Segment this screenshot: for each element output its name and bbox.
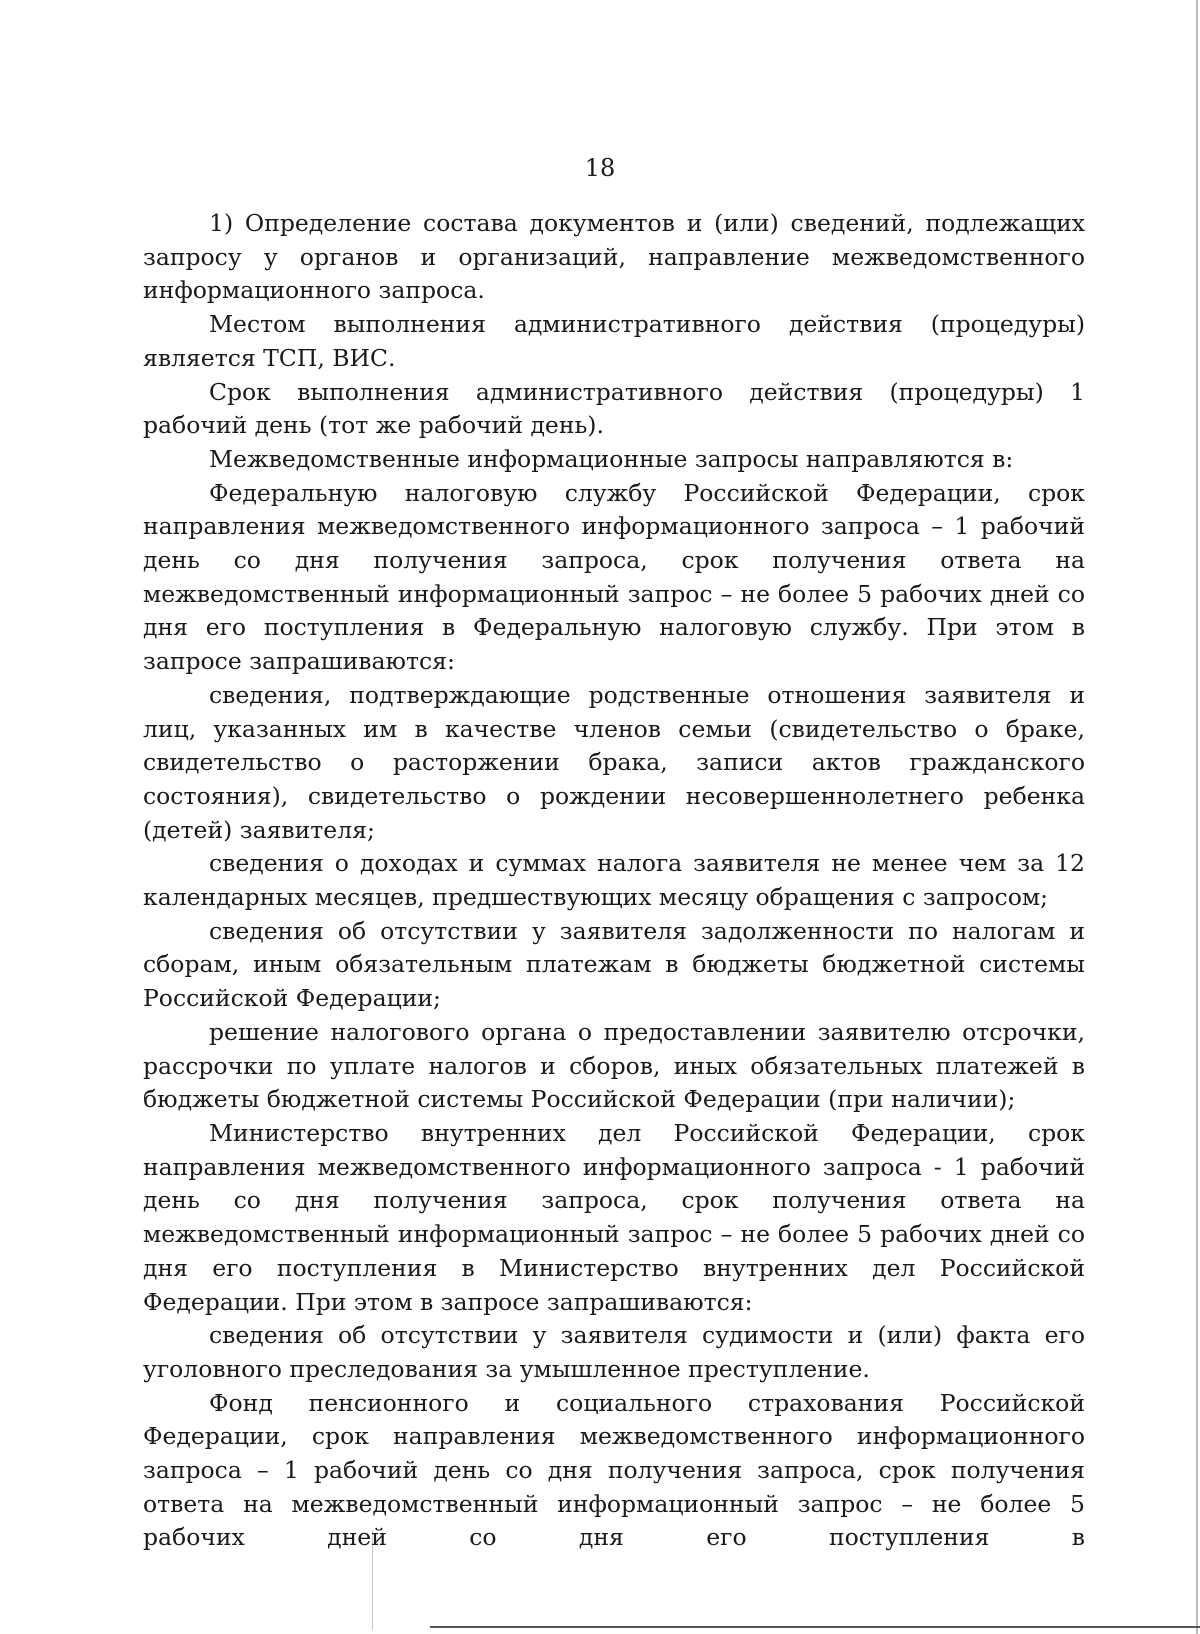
paragraph-2: Местом выполнения административного действия (процедуры) является ТСП, ВИС.	[143, 310, 1085, 372]
document-body	[143, 207, 1085, 1555]
paragraph-8: сведения об отсутствии у заявителя задолженности по налогам и сборам, иным обязательным платежам в бюджеты бюджетной системы Российской Федерации;	[143, 916, 1085, 1013]
paragraph-1: 1) Определение состава документов и (или) сведений, подлежащих запросу у органов и организаций, направление межведомственного информационного запроса.	[143, 209, 1085, 305]
paragraph-12: Фонд пенсионного и социального страхования Российской Федерации, срок направления межведомственного информационного запроса – 1 рабочий день со дня получения запроса, срок получения ответа на межведомственный информационный запрос – не более 5 рабочих дней со дня его поступления в	[143, 1388, 1085, 1552]
paragraph-3: Срок выполнения административного действия (процедуры) 1 рабочий день (тот же рабочий день).	[143, 377, 1085, 440]
paragraph-9: решение налогового органа о предоставлении заявителю отсрочки, рассрочки по уплате налогов и сборов, иных обязательных платежей в бюджеты бюджетной системы Российской Федерации (при наличии);	[143, 1017, 1085, 1114]
page-number: 18	[584, 154, 616, 182]
paragraph-4: Межведомственные информационные запросы направляются в:	[209, 444, 1014, 473]
paragraph-7: сведения о доходах и суммах налога заявителя не менее чем за 12 календарных месяцев, предшествующих месяцу обращения с запросом;	[143, 849, 1085, 912]
paragraph-11: сведения об отсутствии у заявителя судимости и (или) факта его уголовного преследования за умышленное преступление.	[143, 1321, 1085, 1383]
paragraph-10: Министерство внутренних дел Российской Федерации, срок направления межведомственного информационного запроса - 1 рабочий день со дня получения запроса, срок получения ответа на межведомственный информационный запрос – не более 5 рабочих дней со дня его поступления в Министерство внутренних дел Российской Федерации. При этом в запросе запрашиваются:	[143, 1118, 1085, 1316]
scan-edge-bottom	[430, 1626, 1200, 1628]
scan-edge-right	[1196, 0, 1198, 1634]
paragraph-5: Федеральную налоговую службу Российской Федерации, срок направления межведомственного информационного запроса – 1 рабочий день со дня получения запроса, срок получения ответа на межведомственный информационный запрос – не более 5 рабочих дней со дня его поступления в Федеральную налоговую службу. При этом в запросе запрашиваются:	[143, 478, 1085, 676]
paragraph-6: сведения, подтверждающие родственные отношения заявителя и лиц, указанных им в качестве членов семьи (свидетельство о браке, свидетельство о расторжении брака, записи актов гражданского состояния), свидетельство о рождении несовершеннолетнего ребенка (детей) заявителя;	[143, 680, 1085, 844]
